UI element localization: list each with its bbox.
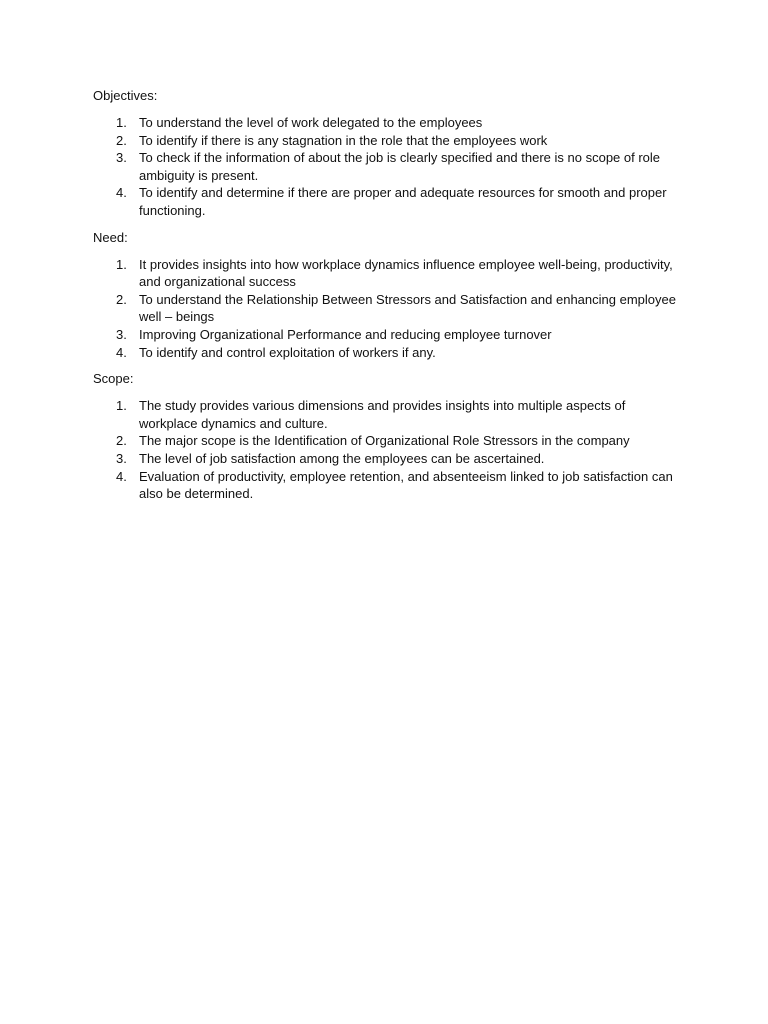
list-item [93,291,683,326]
list-item-text: Evaluation of productivity, employee retention, and absenteeism linked to job satisfaction can also be determined. [139,468,673,502]
list-item-number: 2. [116,132,127,148]
list-item [93,450,683,468]
list-item [93,397,683,432]
list-item-number: 3. [116,150,127,166]
list-item [93,114,683,132]
list-item-text: The major scope is the Identification of Organizational Role Stressors in the company [139,433,630,449]
list-item-number: 1. [116,115,127,130]
need-list [93,256,683,362]
list-item-number: 3. [116,326,127,342]
list-item [93,344,683,362]
list-item [93,132,683,150]
objectives-list [93,114,683,220]
list-item [93,326,683,344]
list-item [93,432,683,450]
list-item-text: The level of job satisfaction among the employees can be ascertained. [139,450,545,466]
list-item [93,468,683,503]
objectives-heading: Objectives: [93,88,158,103]
scope-list [93,397,683,503]
list-item-number: 1. [116,256,127,272]
list-item-number: 4. [116,185,127,201]
list-item [93,256,683,291]
list-item-text: Improving Organizational Performance and reducing employee turnover [139,326,552,342]
list-item-number: 4. [116,344,127,360]
list-item-text: To identify and control exploitation of workers if any. [139,344,436,360]
list-item-number: 2. [116,433,127,449]
list-item-number: 2. [116,291,127,307]
list-item-text: The study provides various dimensions and provides insights into multiple aspects of workplace dynamics and culture. [139,398,626,431]
list-item-text: To understand the level of work delegated to the employees [139,115,483,130]
list-item [93,149,683,184]
need-heading: Need: [93,229,128,245]
list-item-number: 3. [116,450,127,466]
list-item-text: To understand the Relationship Between Stressors and Satisfaction and enhancing employee well – beings [139,291,676,325]
list-item-text: To identify if there is any stagnation in the role that the employees work [139,132,548,148]
document-body [93,87,683,512]
list-item [93,184,683,219]
list-item-text: To check if the information of about the job is clearly specified and there is no scope of role ambiguity is present. [139,150,661,183]
scope-heading: Scope: [93,371,134,387]
list-item-text: It provides insights into how workplace dynamics influence employee well-being, productivity, and organizational success [139,256,673,290]
list-item-text: To identify and determine if there are proper and adequate resources for smooth and proper functioning. [139,185,667,218]
list-item-number: 1. [116,398,127,414]
list-item-number: 4. [116,468,127,484]
